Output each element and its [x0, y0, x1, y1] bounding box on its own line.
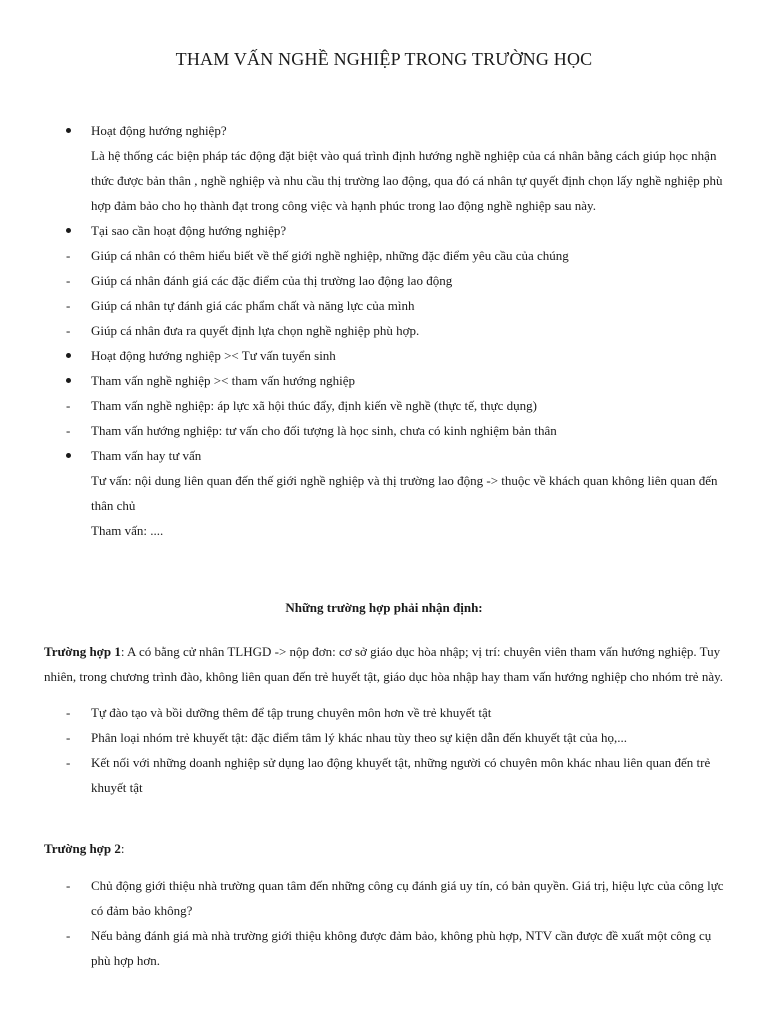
paragraph: Là hệ thống các biện pháp tác động đặt biệt vào quá trình định hướng nghề nghiệp của cá nhân bằng cách giúp học nhận thức được bản thân , nghề nghiệp và nhu cầu thị trường lao động, qua đó cá nhân tự quyết định chọn lấy nghề nghiệp phù hợp đảm bảo cho họ thành đạt trong công việc và hạnh phúc trong lao động nghề nghiệp sau này. [91, 148, 723, 213]
dash-item: - Giúp cá nhân đánh giá các đặc điểm của thị trường lao động lao động [44, 268, 724, 293]
bullet-item: Tham vấn hay tư vấn [44, 443, 724, 468]
dash-item: - Tham vấn hướng nghiệp: tư vấn cho đối tượng là học sinh, chưa có kinh nghiệm bản thân [44, 418, 724, 443]
case-label: Trường hợp 1 [44, 644, 121, 659]
dash-item: - Giúp cá nhân đưa ra quyết định lựa chọn nghề nghiệp phù hợp. [44, 318, 724, 343]
dash-item: - Kết nối với những doanh nghiệp sử dụng lao động khuyết tật, những người có chuyên môn khác nhau liên quan đến trẻ khuyết tật [44, 750, 724, 800]
case-paragraph [44, 639, 724, 689]
case-1 [44, 639, 724, 800]
case-2 [44, 836, 724, 973]
bullet-item: Hoạt động hướng nghiệp >< Tư vấn tuyển sinh [44, 343, 724, 368]
dash-item: - Giúp cá nhân tự đánh giá các phẩm chất và năng lực của mình [44, 293, 724, 318]
case-text: : A có bằng cử nhân TLHGD -> nộp đơn: cơ sở giáo dục hòa nhập; vị trí: chuyên viên tham vấn hướng nghiệp. Tuy nhiên, trong chương trình đào, không liên quan đến trẻ huyết tật, giáo dục hòa nhập hay tham vấn hướng nghiệp cho nhóm trẻ này. [44, 644, 724, 684]
dash-item: - Giúp cá nhân có thêm hiểu biết về thế giới nghề nghiệp, những đặc điểm yêu cầu của chúng [44, 243, 724, 268]
dash-item: - Chủ động giới thiệu nhà trường quan tâm đến những công cụ đánh giá uy tín, có bản quyền. Giá trị, hiệu lực của công lực có đảm bảo không? [44, 873, 724, 923]
dash-item: - Nếu bảng đánh giá mà nhà trường giới thiệu không được đảm bảo, không phù hợp, NTV cần được đề xuất một công cụ phù hợp hơn. [44, 923, 724, 973]
section-heading: Những trường hợp phải nhận định: [285, 600, 483, 615]
dash-item: - Tham vấn nghề nghiệp: áp lực xã hội thúc đẩy, định kiến về nghề (thực tế, thực dụng) [44, 393, 724, 418]
case-paragraph [44, 836, 724, 861]
bullet-item: Tham vấn nghề nghiệp >< tham vấn hướng nghiệp [44, 368, 724, 393]
dash-item: - Phân loại nhóm trẻ khuyết tật: đặc điểm tâm lý khác nhau tùy theo sự kiện dẫn đến khuyết tật của họ,... [44, 725, 724, 750]
document-title: THAM VẤN NGHỀ NGHIỆP TRONG TRƯỜNG HỌC [175, 49, 593, 69]
paragraph: Tham vấn: .... [91, 523, 164, 538]
section-career-guidance [44, 118, 724, 543]
case-label: Trường hợp 2 [44, 841, 121, 856]
bullet-item: Tại sao cần hoạt động hướng nghiệp? [44, 218, 724, 243]
bullet-item: Hoạt động hướng nghiệp? [44, 118, 724, 143]
dash-item: - Tự đào tạo và bồi dưỡng thêm để tập trung chuyên môn hơn về trẻ khuyết tật [44, 700, 724, 725]
case-text: : [120, 841, 125, 856]
paragraph: Tư vấn: nội dung liên quan đến thế giới nghề nghiệp và thị trường lao động -> thuộc về khách quan không liên quan đến thân chủ [91, 473, 718, 513]
